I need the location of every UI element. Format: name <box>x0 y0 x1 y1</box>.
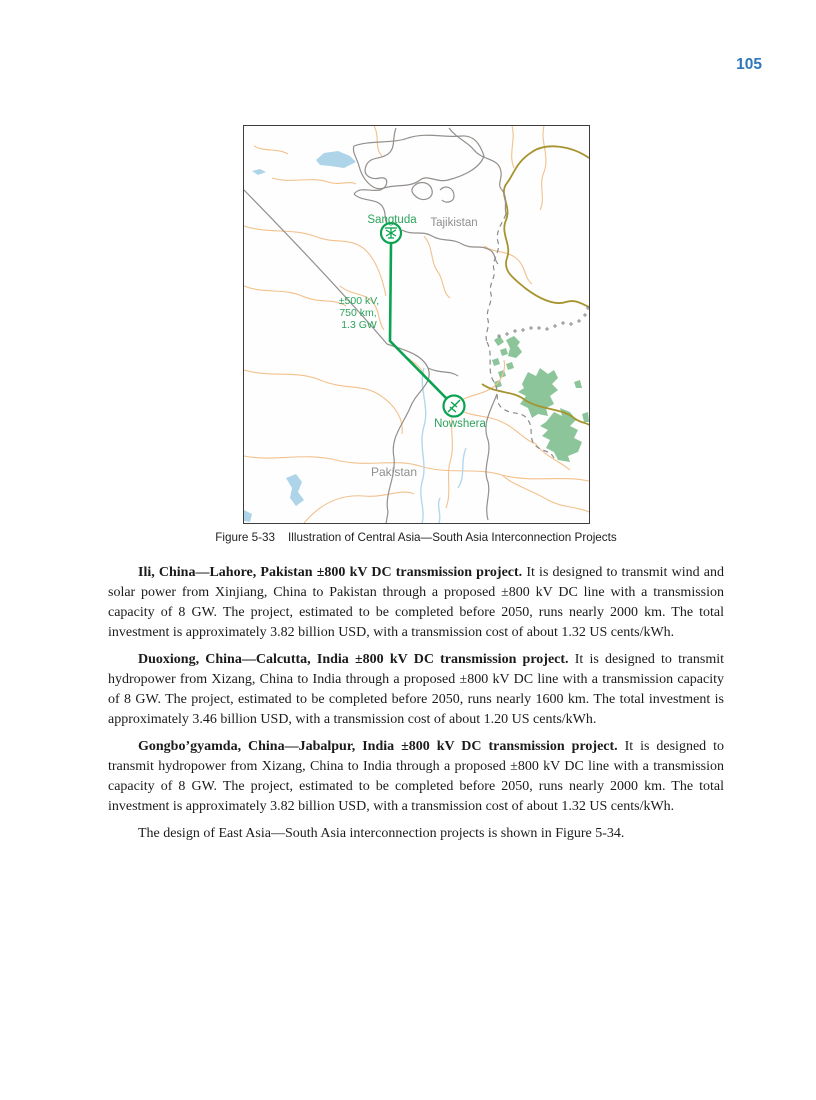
vegetation-patches <box>492 336 589 462</box>
paragraph-lead: Gongbo’gyamda, China—Jabalpur, India ±800 kV DC transmission project. <box>138 739 618 754</box>
closing-sentence: The design of East Asia—South Asia interconnection projects is shown in Figure 5-34. <box>138 826 625 841</box>
paragraph-gongbogyamda-jabalpur <box>108 737 724 817</box>
paragraph-body: It is designed to transmit hydropower from Xizang, China to India through a proposed ±800 kV DC line with a transmission capacity of 8 GW. The project, estimated to be completed before 2050, runs nearly 2000 km. The total investment is approximately 3.82 billion USD, with a transmission cost of about 1.32 US cents/kWh. <box>108 739 724 814</box>
map-label-linespec-3: 1.3 GW <box>341 319 377 331</box>
figure-caption-text: Illustration of Central Asia—South Asia Interconnection Projects <box>288 531 617 544</box>
paragraph-body: It is designed to transmit hydropower from Xizang, China to India through a proposed ±800 kV DC line with a transmission capacity of 8 GW. The project, estimated to be completed before 2050, runs nearly 1600 km. The total investment is approximately 3.46 billion USD, with a transmission cost of about 1.20 US cents/kWh. <box>108 652 724 727</box>
roads-minor <box>244 126 589 523</box>
paragraph-lead: Ili, China—Lahore, Pakistan ±800 kV DC transmission project. <box>138 565 523 580</box>
page-number: 105 <box>736 56 762 73</box>
figure-map <box>243 125 590 524</box>
body-text <box>108 563 724 851</box>
paragraph-lead: Duoxiong, China—Calcutta, India ±800 kV DC transmission project. <box>138 652 569 667</box>
transmission-line <box>390 244 447 399</box>
converter-station-icon <box>444 396 465 417</box>
figure-caption <box>108 531 724 544</box>
map-label-pakistan: Pakistan <box>370 465 418 479</box>
hydro-station-icon <box>381 223 401 243</box>
map-label-sangtuda: Sangtuda <box>367 214 417 226</box>
map-svg <box>244 126 589 523</box>
paragraph-duoxiong-calcutta <box>108 650 724 730</box>
figure-caption-label: Figure 5-33 <box>215 531 276 544</box>
map-label-tajikistan: Tajikistan <box>430 217 478 229</box>
water-features <box>244 151 466 523</box>
cross-marked-border <box>497 306 589 338</box>
map-label-linespec-2: 750 km, <box>339 307 377 319</box>
map-label-linespec-1: ±500 kV, <box>338 295 380 307</box>
paragraph-body: It is designed to transmit wind and solar power from Xinjiang, China to Pakistan through a proposed ±800 kV DC line with a transmission capacity of 8 GW. The project, estimated to be completed before 2050, runs nearly 2000 km. The total investment is approximately 3.82 billion USD, with a transmission cost of about 1.32 US cents/kWh. <box>108 565 724 640</box>
paragraph-ili-lahore <box>108 563 724 643</box>
map-label-nowshera: Nowshera <box>434 418 486 430</box>
